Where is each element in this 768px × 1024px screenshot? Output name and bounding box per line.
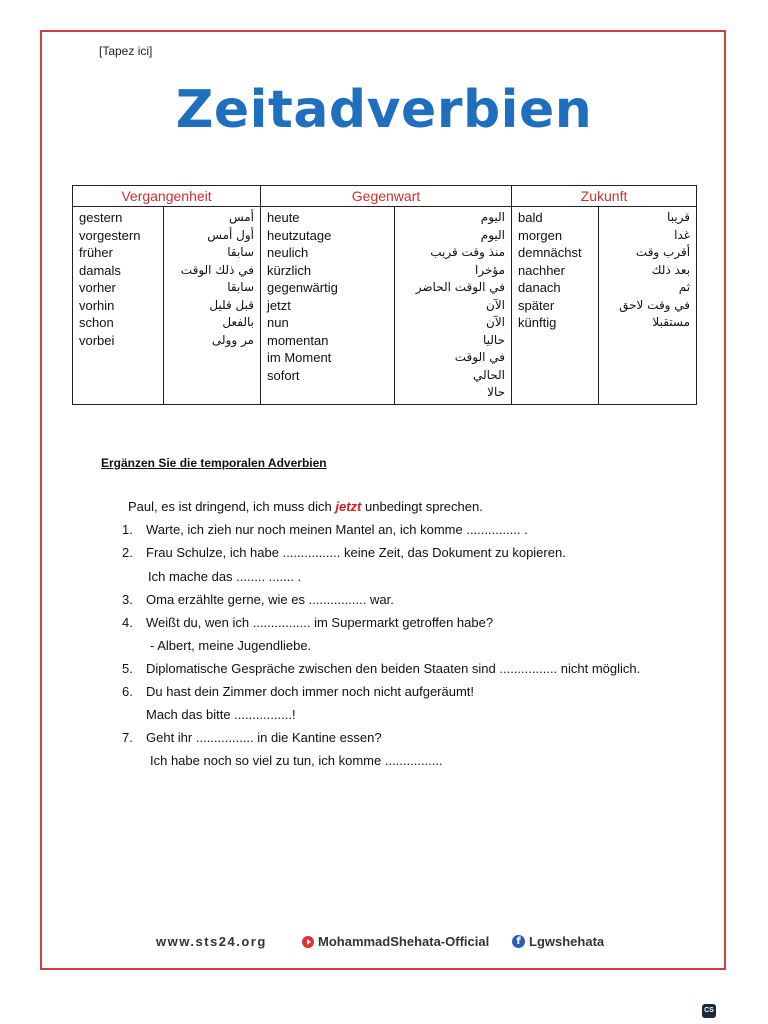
exercise-text: Oma erzählte gerne, wie es ................ war. xyxy=(146,592,394,607)
vocab-word: vorbei xyxy=(79,332,115,348)
exercise-number: 7. xyxy=(122,730,133,745)
exercise-number: 6. xyxy=(122,684,133,699)
vocab-word: früher xyxy=(79,245,113,260)
vocab-word: أقرب وقت xyxy=(635,245,691,259)
vocab-word: الحالي xyxy=(472,367,506,382)
exercise-text: Frau Schulze, ich habe ................ keine Zeit, das Dokument zu kopieren. xyxy=(146,545,566,560)
vocab-word: sofort xyxy=(267,367,300,383)
vocab-word: gestern xyxy=(79,210,123,225)
youtube-icon xyxy=(302,936,314,948)
vocab-word: منذ وقت قريب xyxy=(430,245,506,259)
footer-youtube-label: MohammadShehata-Official xyxy=(318,934,490,949)
facebook-icon: f xyxy=(512,935,525,948)
vocab-word: اليوم xyxy=(480,227,506,242)
vocab-word: momentan xyxy=(267,332,329,348)
intro-before: Paul, es ist dringend, ich muss dich xyxy=(128,499,336,514)
vocab-word: jetzt xyxy=(267,297,291,313)
vocab-word: neulich xyxy=(267,245,309,260)
vocab-word: مؤخرا xyxy=(475,262,506,277)
exercise-text: Ich habe noch so viel zu tun, ich komme ................ xyxy=(150,753,443,768)
intro-highlight: jetzt xyxy=(335,499,362,514)
vocab-word: danach xyxy=(518,280,561,295)
footer-youtube xyxy=(302,934,489,949)
vocab-word: morgen xyxy=(518,227,563,243)
vocab-word: الآن xyxy=(486,315,506,329)
german-list-past xyxy=(73,207,164,405)
vocab-word: أمس xyxy=(228,210,254,224)
footer-facebook xyxy=(512,934,604,949)
vocab-word: nun xyxy=(267,315,289,330)
header-note: [Tapez ici] xyxy=(99,44,153,58)
arabic-list-present xyxy=(395,207,512,405)
exercise-text: Du hast dein Zimmer doch immer noch nicht aufgeräumt! xyxy=(146,684,475,699)
vocab-word: gegenwärtig xyxy=(267,280,338,295)
vocab-word: damals xyxy=(79,262,121,278)
vocab-word: قريبا xyxy=(667,210,691,224)
vocab-word: schon xyxy=(79,315,114,330)
column-heading-future: Zukunft xyxy=(512,186,697,207)
vocab-word: demnächst xyxy=(518,245,582,260)
vocab-word: أول أمس xyxy=(207,227,254,242)
arabic-list-future xyxy=(599,207,697,405)
vocab-word: im Moment xyxy=(267,350,332,365)
vocab-word: künftig xyxy=(518,315,557,330)
vocab-word: ثم xyxy=(678,280,691,294)
vocab-word: حاليا xyxy=(483,332,506,347)
vocab-word: حالا xyxy=(487,385,506,399)
intro-sentence xyxy=(128,499,483,514)
vocab-word: في الوقت الحاضر xyxy=(415,280,506,294)
exercise-number: 3. xyxy=(122,592,133,607)
vocab-word: später xyxy=(518,297,555,313)
vocab-word: بالفعل xyxy=(222,315,254,329)
footer xyxy=(0,934,768,954)
vocab-word: vorher xyxy=(79,280,116,295)
exercise-text: Ich mache das ........ ....... . xyxy=(148,569,302,584)
exercise-number: 4. xyxy=(122,615,133,630)
vocab-word: سابقا xyxy=(227,245,254,259)
vocab-word: vorhin xyxy=(79,297,115,313)
vocab-word: في وقت لاحق xyxy=(619,297,691,312)
german-list-present xyxy=(261,207,395,405)
vocab-word: heutzutage xyxy=(267,227,332,243)
exercise-text: Diplomatische Gespräche zwischen den beiden Staaten sind ................ nicht möglich. xyxy=(146,661,641,676)
vocab-word: في الوقت xyxy=(454,350,506,364)
intro-after: unbedingt sprechen. xyxy=(361,499,483,514)
cs-badge: CS xyxy=(702,1004,716,1018)
vocab-word: vorgestern xyxy=(79,227,141,243)
vocab-word: في ذلك الوقت xyxy=(180,262,254,277)
vocab-word: الآن xyxy=(486,297,506,312)
vocab-word: kürzlich xyxy=(267,262,312,278)
vocab-word: مر وولى xyxy=(211,332,254,347)
exercise-text: Geht ihr ................ in die Kantine essen? xyxy=(146,730,382,745)
exercise-text: Warte, ich zieh nur noch meinen Mantel an, ich komme ............... . xyxy=(146,522,528,537)
vocab-word: بعد ذلك xyxy=(651,262,691,277)
arabic-list-past xyxy=(164,207,261,405)
vocab-word: مستقبلا xyxy=(652,315,691,329)
vocab-word: bald xyxy=(518,210,543,225)
footer-website: www.sts24.org xyxy=(156,934,267,949)
vocab-word: قبل قليل xyxy=(209,297,254,312)
vocab-word: heute xyxy=(267,210,300,225)
exercise-text: Mach das bitte ................! xyxy=(146,707,296,722)
vocab-table xyxy=(72,185,697,405)
page-title: Zeitadverbien xyxy=(175,80,593,140)
exercise-text: Weißt du, wen ich ................ im Supermarkt getroffen habe? xyxy=(146,615,494,630)
exercise-heading: Ergänzen Sie die temporalen Adverbien xyxy=(101,456,327,470)
vocab-word: غدا xyxy=(674,227,691,242)
column-heading-present: Gegenwart xyxy=(261,186,512,207)
footer-facebook-label: Lgwshehata xyxy=(529,934,605,949)
exercise-number: 2. xyxy=(122,545,133,560)
vocab-word: اليوم xyxy=(480,210,506,224)
exercise-number: 1. xyxy=(122,522,133,537)
vocab-word: nachher xyxy=(518,262,565,278)
vocab-word: سابقا xyxy=(227,280,254,294)
exercise-number: 5. xyxy=(122,661,133,676)
exercise-text: - Albert, meine Jugendliebe. xyxy=(150,638,312,653)
german-list-future xyxy=(512,207,599,405)
column-heading-past: Vergangenheit xyxy=(73,186,261,207)
